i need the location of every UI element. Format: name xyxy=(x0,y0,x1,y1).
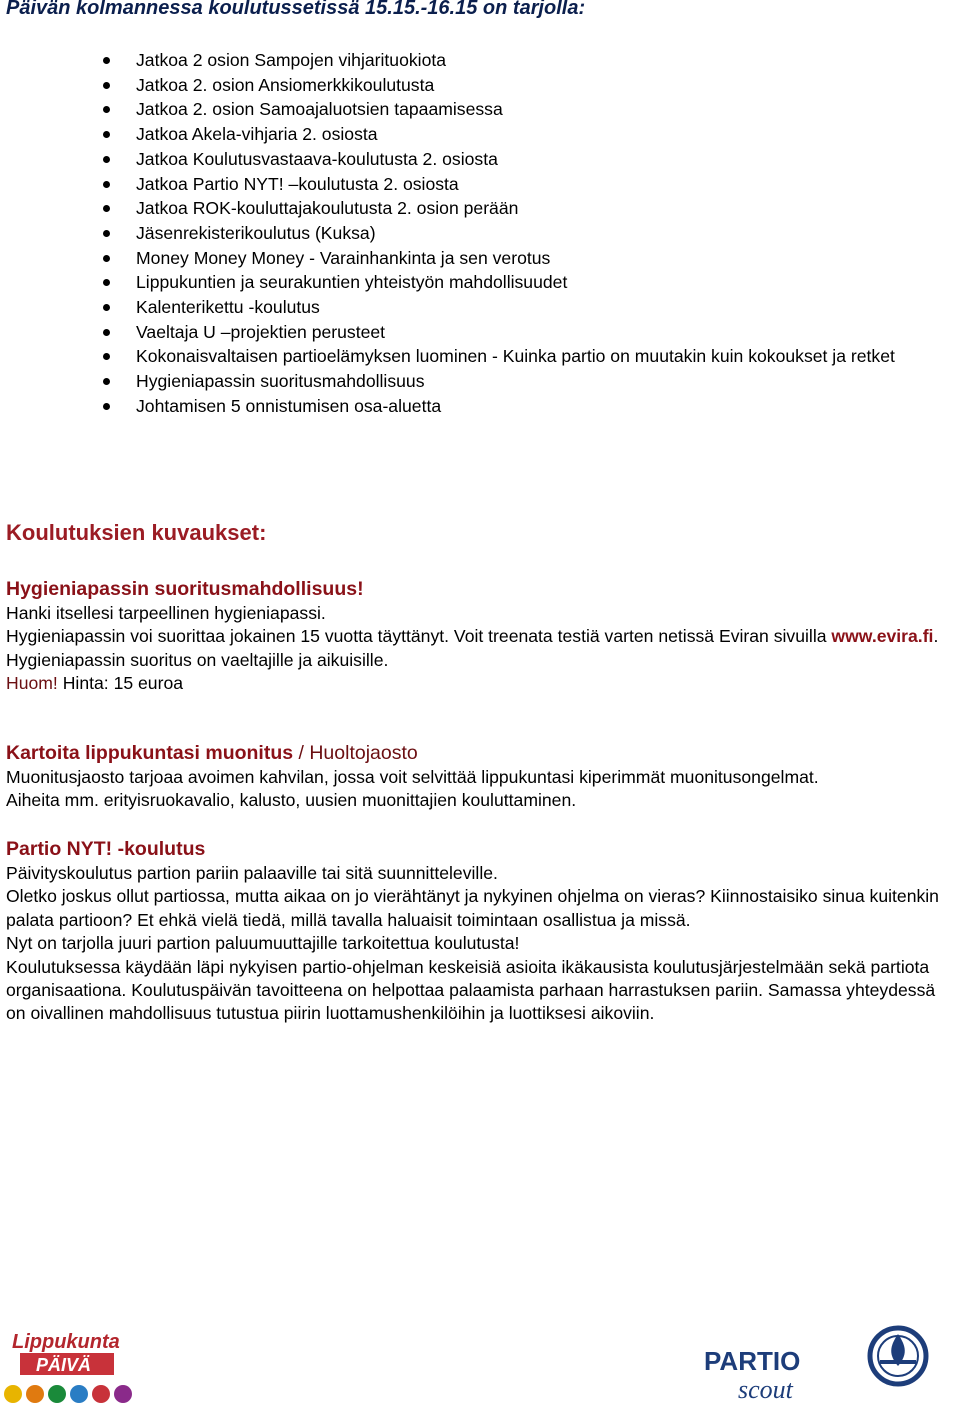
svg-text:PÄIVÄ: PÄIVÄ xyxy=(36,1355,92,1375)
partio-scout-logo-graphic xyxy=(698,1322,960,1408)
partio-nyt-line-4: Koulutuksessa käydään läpi nykyisen partio-ohjelman keskeisiä asioita ikäkausista koulutusjärjestelmään sekä partiota organisaationa. Koulutuspäivän tavoitteena on helpottaa palaamista parhaan harrastuksen pariin. Samassa yhteydessä on oivallinen mahdollisuus tutustua piirin luottamushenkilöihin ja luottiksesi aikoviin. xyxy=(6,956,936,1024)
svg-text:Lippukunta: Lippukunta xyxy=(12,1331,120,1353)
partio-scout-logo xyxy=(698,1322,960,1408)
list-item: Jatkoa 2 osion Sampojen vihjarituokiota xyxy=(0,48,956,73)
list-item: Johtamisen 5 onnistumisen osa-aluetta xyxy=(0,394,956,419)
list-item: Vaeltaja U –projektien perusteet xyxy=(0,320,956,345)
list-item: Jatkoa Koulutusvastaava-koulutusta 2. osiosta xyxy=(0,147,956,172)
hygiene-section xyxy=(6,576,956,696)
catering-line-2: Aiheita mm. erityisruokavalio, kalusto, uusien muonittajien kouluttaminen. xyxy=(6,790,577,811)
list-item: Jatkoa ROK-kouluttajakoulutusta 2. osion perään xyxy=(0,196,956,221)
list-item: Kokonaisvaltaisen partioelämyksen luominen - Kuinka partio on muutakin kuin kokoukset ja retket xyxy=(0,344,956,369)
section-heading: Koulutuksien kuvaukset: xyxy=(6,520,267,545)
list-item: Jatkoa 2. osion Ansiomerkkikoulutusta xyxy=(0,73,956,98)
catering-heading-suffix: / Huoltojaosto xyxy=(293,742,418,764)
partio-nyt-heading: Partio NYT! -koulutus xyxy=(6,838,206,860)
hygiene-line-1: Hanki itsellesi tarpeellinen hygieniapassi. xyxy=(6,603,326,623)
partio-nyt-section xyxy=(6,836,956,1026)
list-item: Jatkoa 2. osion Samoajaluotsien tapaamisessa xyxy=(0,97,956,122)
lippukunta-paiva-logo xyxy=(0,1322,160,1408)
page-title: Päivän kolmannessa koulutussetissä 15.15.-16.15 on tarjolla: xyxy=(6,0,586,19)
lippukunta-paiva-logo-graphic xyxy=(0,1322,160,1408)
list-item: Kalenterikettu -koulutus xyxy=(0,295,956,320)
list-item: Jäsenrekisterikoulutus (Kuksa) xyxy=(0,221,956,246)
hygiene-line-2 xyxy=(6,625,956,648)
catering-section xyxy=(6,740,956,813)
list-item: Hygieniapassin suoritusmahdollisuus xyxy=(0,369,956,394)
partio-nyt-line-2: Oletko joskus ollut partiossa, mutta aikaa on jo vierähtänyt ja nykyinen ohjelma on vieras? Kiinnostaisiko sinua kuitenkin palata partioon? Et ehkä vielä tiedä, millä tavalla haluaisit toimintaan osallistua ja missä. xyxy=(6,886,939,930)
list-item: Jatkoa Akela-vihjaria 2. osiosta xyxy=(0,122,956,147)
list-item: Jatkoa Partio NYT! –koulutusta 2. osiosta xyxy=(0,172,956,197)
list-item: Money Money Money - Varainhankinta ja sen verotus xyxy=(0,246,956,271)
session-list xyxy=(0,48,960,419)
hygiene-link-suffix: . xyxy=(933,626,939,647)
list-item: Lippukuntien ja seurakuntien yhteistyön mahdollisuudet xyxy=(0,270,956,295)
note-text: Hinta: 15 euroa xyxy=(57,673,184,694)
evira-link[interactable]: www.evira.fi xyxy=(831,626,934,647)
catering-line-1: Muonitusjaosto tarjoaa avoimen kahvilan, jossa voit selvittää lippukuntasi kiperimmät muonitusongelmat. xyxy=(6,767,819,787)
svg-text:PARTIO: PARTIO xyxy=(704,1346,801,1376)
svg-text:scout: scout xyxy=(738,1375,793,1404)
hygiene-line-3: Hygieniapassin suoritus on vaeltajille ja aikuisille. xyxy=(6,649,389,670)
catering-heading xyxy=(6,740,956,766)
hygiene-line-2-text: Hygieniapassin voi suorittaa jokainen 15 vuotta täyttänyt. Voit treenata testiä varten netissä Eviran sivuilla xyxy=(6,626,832,647)
hygiene-heading: Hygieniapassin suoritusmahdollisuus! xyxy=(6,578,364,600)
partio-nyt-line-1: Päivityskoulutus partion pariin palaaville tai sitä suunnitteleville. xyxy=(6,863,498,883)
note-label: Huom! xyxy=(6,673,58,694)
partio-nyt-line-3: Nyt on tarjolla juuri partion paluumuuttajille tarkoitettua koulutusta! xyxy=(6,933,520,954)
catering-heading-main: Kartoita lippukuntasi muonitus xyxy=(6,742,294,764)
hygiene-note xyxy=(6,672,956,695)
